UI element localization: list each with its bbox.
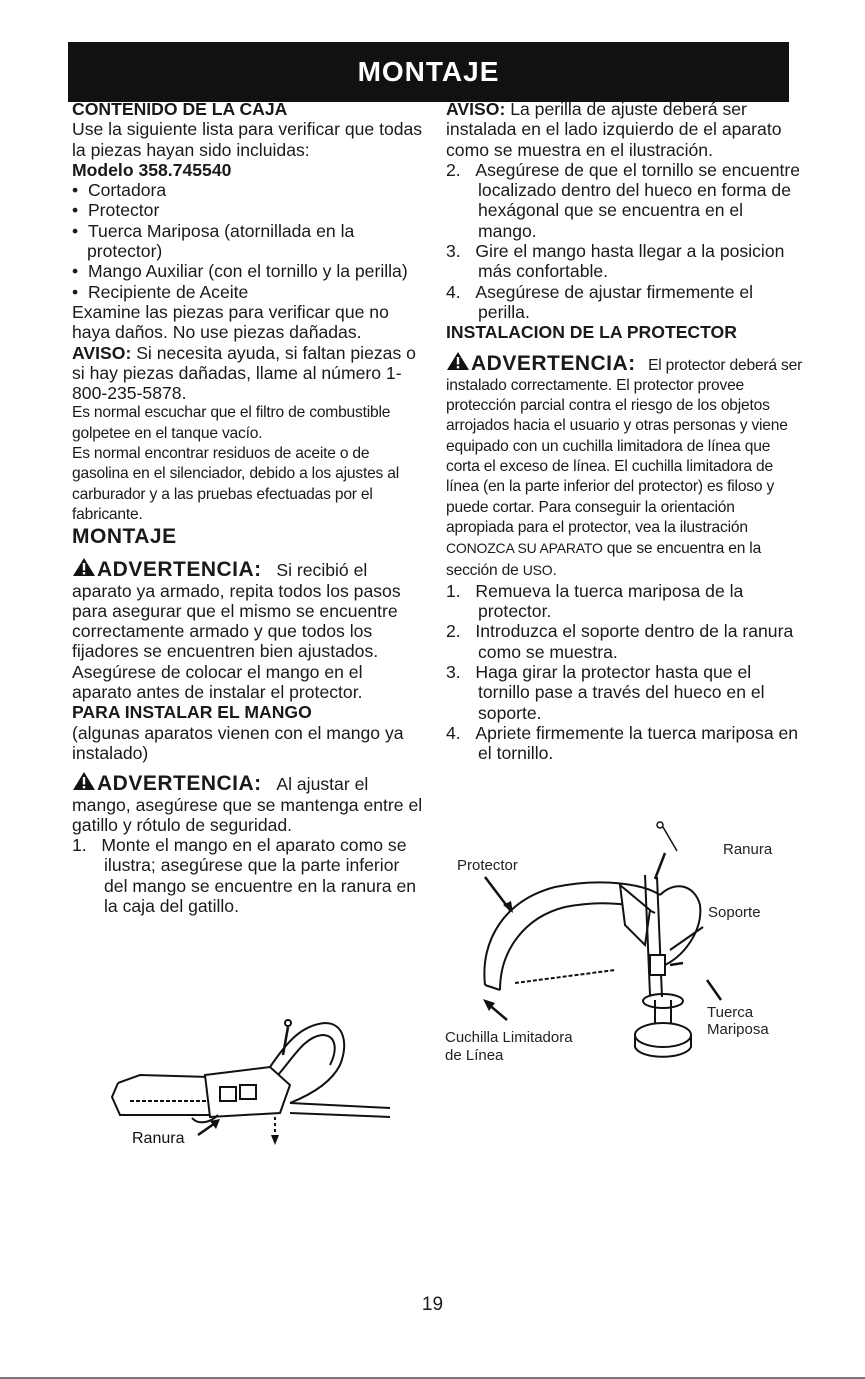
list-item: • Recipiente de Aceite (72, 281, 249, 302)
step-item: 4. Asegúrese de ajustar firmemente el perilla. (446, 281, 754, 322)
tuerca-leader (707, 980, 721, 1000)
heading-montaje: MONTAJE (72, 525, 177, 549)
heading-contenido: CONTENIDO DE LA CAJA (72, 99, 288, 119)
warning-label: ADVERTENCIA: (471, 351, 636, 375)
step-item: 4. Apriete firmemente la tuerca mariposa en el tornillo. (446, 722, 799, 764)
figure-label-de-linea: de Línea (445, 1047, 504, 1064)
ranura-leader (655, 853, 665, 879)
model-number: Modelo 358.745540 (72, 159, 232, 180)
figure-label-cuchilla: Cuchilla Limitadora (445, 1029, 573, 1046)
intro-text: Use la siguiente lista para verificar que todas la piezas hayan sido incluidas: (72, 119, 423, 160)
aviso-label: AVISO: (72, 342, 132, 363)
step-item: 3. Gire el mango hasta llegar a la posicion más confortable. (446, 241, 785, 282)
step-item: 3. Haga girar la protector hasta que el tornillo pase a través del hueco en el soporte. (446, 662, 765, 723)
figure-label-tuerca: Tuerca (707, 1004, 754, 1021)
normal-text-1: Es normal escuchar que el filtro de combustible golpetee en el tanque vacío. (72, 404, 391, 442)
warning-icon (72, 557, 96, 577)
page-number: 19 (421, 1294, 444, 1315)
section-banner (68, 42, 789, 102)
step-item: 2. Asegúrese de que el tornillo se encuentre localizado dentro del hueco en forma de hexágonal que se encuentra en el mango. (446, 159, 801, 241)
figure-label-soporte: Soporte (708, 904, 761, 921)
heading-instalacion-protector: INSTALACION DE LA PROTECTOR (446, 322, 737, 343)
figure-label-ranura: Ranura (132, 1130, 185, 1147)
heading-instalar-mango: PARA INSTALAR EL MANGO (72, 702, 312, 723)
step-item: 1. Remueva la tuerca mariposa de la protector. (446, 580, 744, 622)
warning-paragraph-2: ADVERTENCIA: Al ajustar el mango, asegúrese que se mantenga entre el gatillo y rótulo de seguridad. (72, 772, 423, 835)
normal-text-2: Es normal encontrar residuos de aceite o de gasolina en el silenciador, debido a los ajustes al carburador y a las pruebas efectuadas por el fabricante. (72, 445, 400, 523)
examine-text: Examine las piezas para verificar que no haya daños. No use piezas dañadas. (72, 301, 389, 343)
list-item: • Protector (72, 200, 160, 221)
aviso-paragraph: AVISO: La perilla de ajuste deberá ser instalada en el lado izquierdo de el aparato como se muestra en el ilustración. (446, 99, 782, 160)
step-item: 2. Introduzca el soporte dentro de la ranura como se muestra. (446, 621, 794, 662)
list-item: • Cortadora (72, 180, 167, 201)
list-item: • Mango Auxiliar (con el tornillo y la perilla) (72, 261, 408, 282)
warning-label: ADVERTENCIA: (97, 558, 262, 582)
protector-illustration (445, 815, 795, 1085)
asegurese-text: Asegúrese de colocar el mango en el aparato antes de instalar el protector. (72, 661, 363, 703)
aviso-label: AVISO: (446, 99, 506, 119)
handle-illustration (100, 1005, 400, 1150)
figure-label-mariposa: Mariposa (707, 1021, 769, 1038)
aviso-paragraph: AVISO: Si necesita ayuda, si faltan piezas o si hay piezas dañadas, llame al número 1-800-235-5878. (72, 342, 416, 404)
right-column (446, 99, 804, 764)
step-item: 1. Monte el mango en el aparato como se ilustra; asegúrese que la parte inferior del mango se encuentre en la ranura en la caja del gatillo. (72, 835, 417, 916)
warning-icon (446, 351, 470, 371)
warning-icon (72, 771, 96, 791)
left-column (72, 99, 427, 916)
warning-paragraph-1: ADVERTENCIA: Si recibió el aparato ya armado, repita todos los pasos para asegurar que el mismo se encuentre correctamente armado y que todos los fijadores se encuentren bien ajustados. (72, 558, 401, 662)
list-item: • Tuerca Mariposa (atornillada en la protector) (72, 220, 355, 262)
warning-paragraph-3: ADVERTENCIA: El protector deberá ser instalado correctamente. El protector provee protección parcial contra el riesgo de los objetos arrojados hacia el usuario y otras personas y viene equipado con un cuchilla limitadora de línea que corta el exceso de línea. El cuchilla limitadora de línea (en la parte inferior del protector) es filoso y puede cortar. Para conseguir la orientación apropiada para el protector, vea la ilustración CONOZCA SU APARATO que se encuentra en la sección de USO. (446, 351, 803, 579)
instalar-note: (algunas aparatos vienen con el mango ya instalado) (72, 722, 404, 763)
figure-label-protector: Protector (457, 857, 518, 874)
warning-label: ADVERTENCIA: (97, 772, 262, 796)
figure-label-ranura: Ranura (723, 841, 773, 858)
banner-title: MONTAJE (357, 56, 500, 87)
